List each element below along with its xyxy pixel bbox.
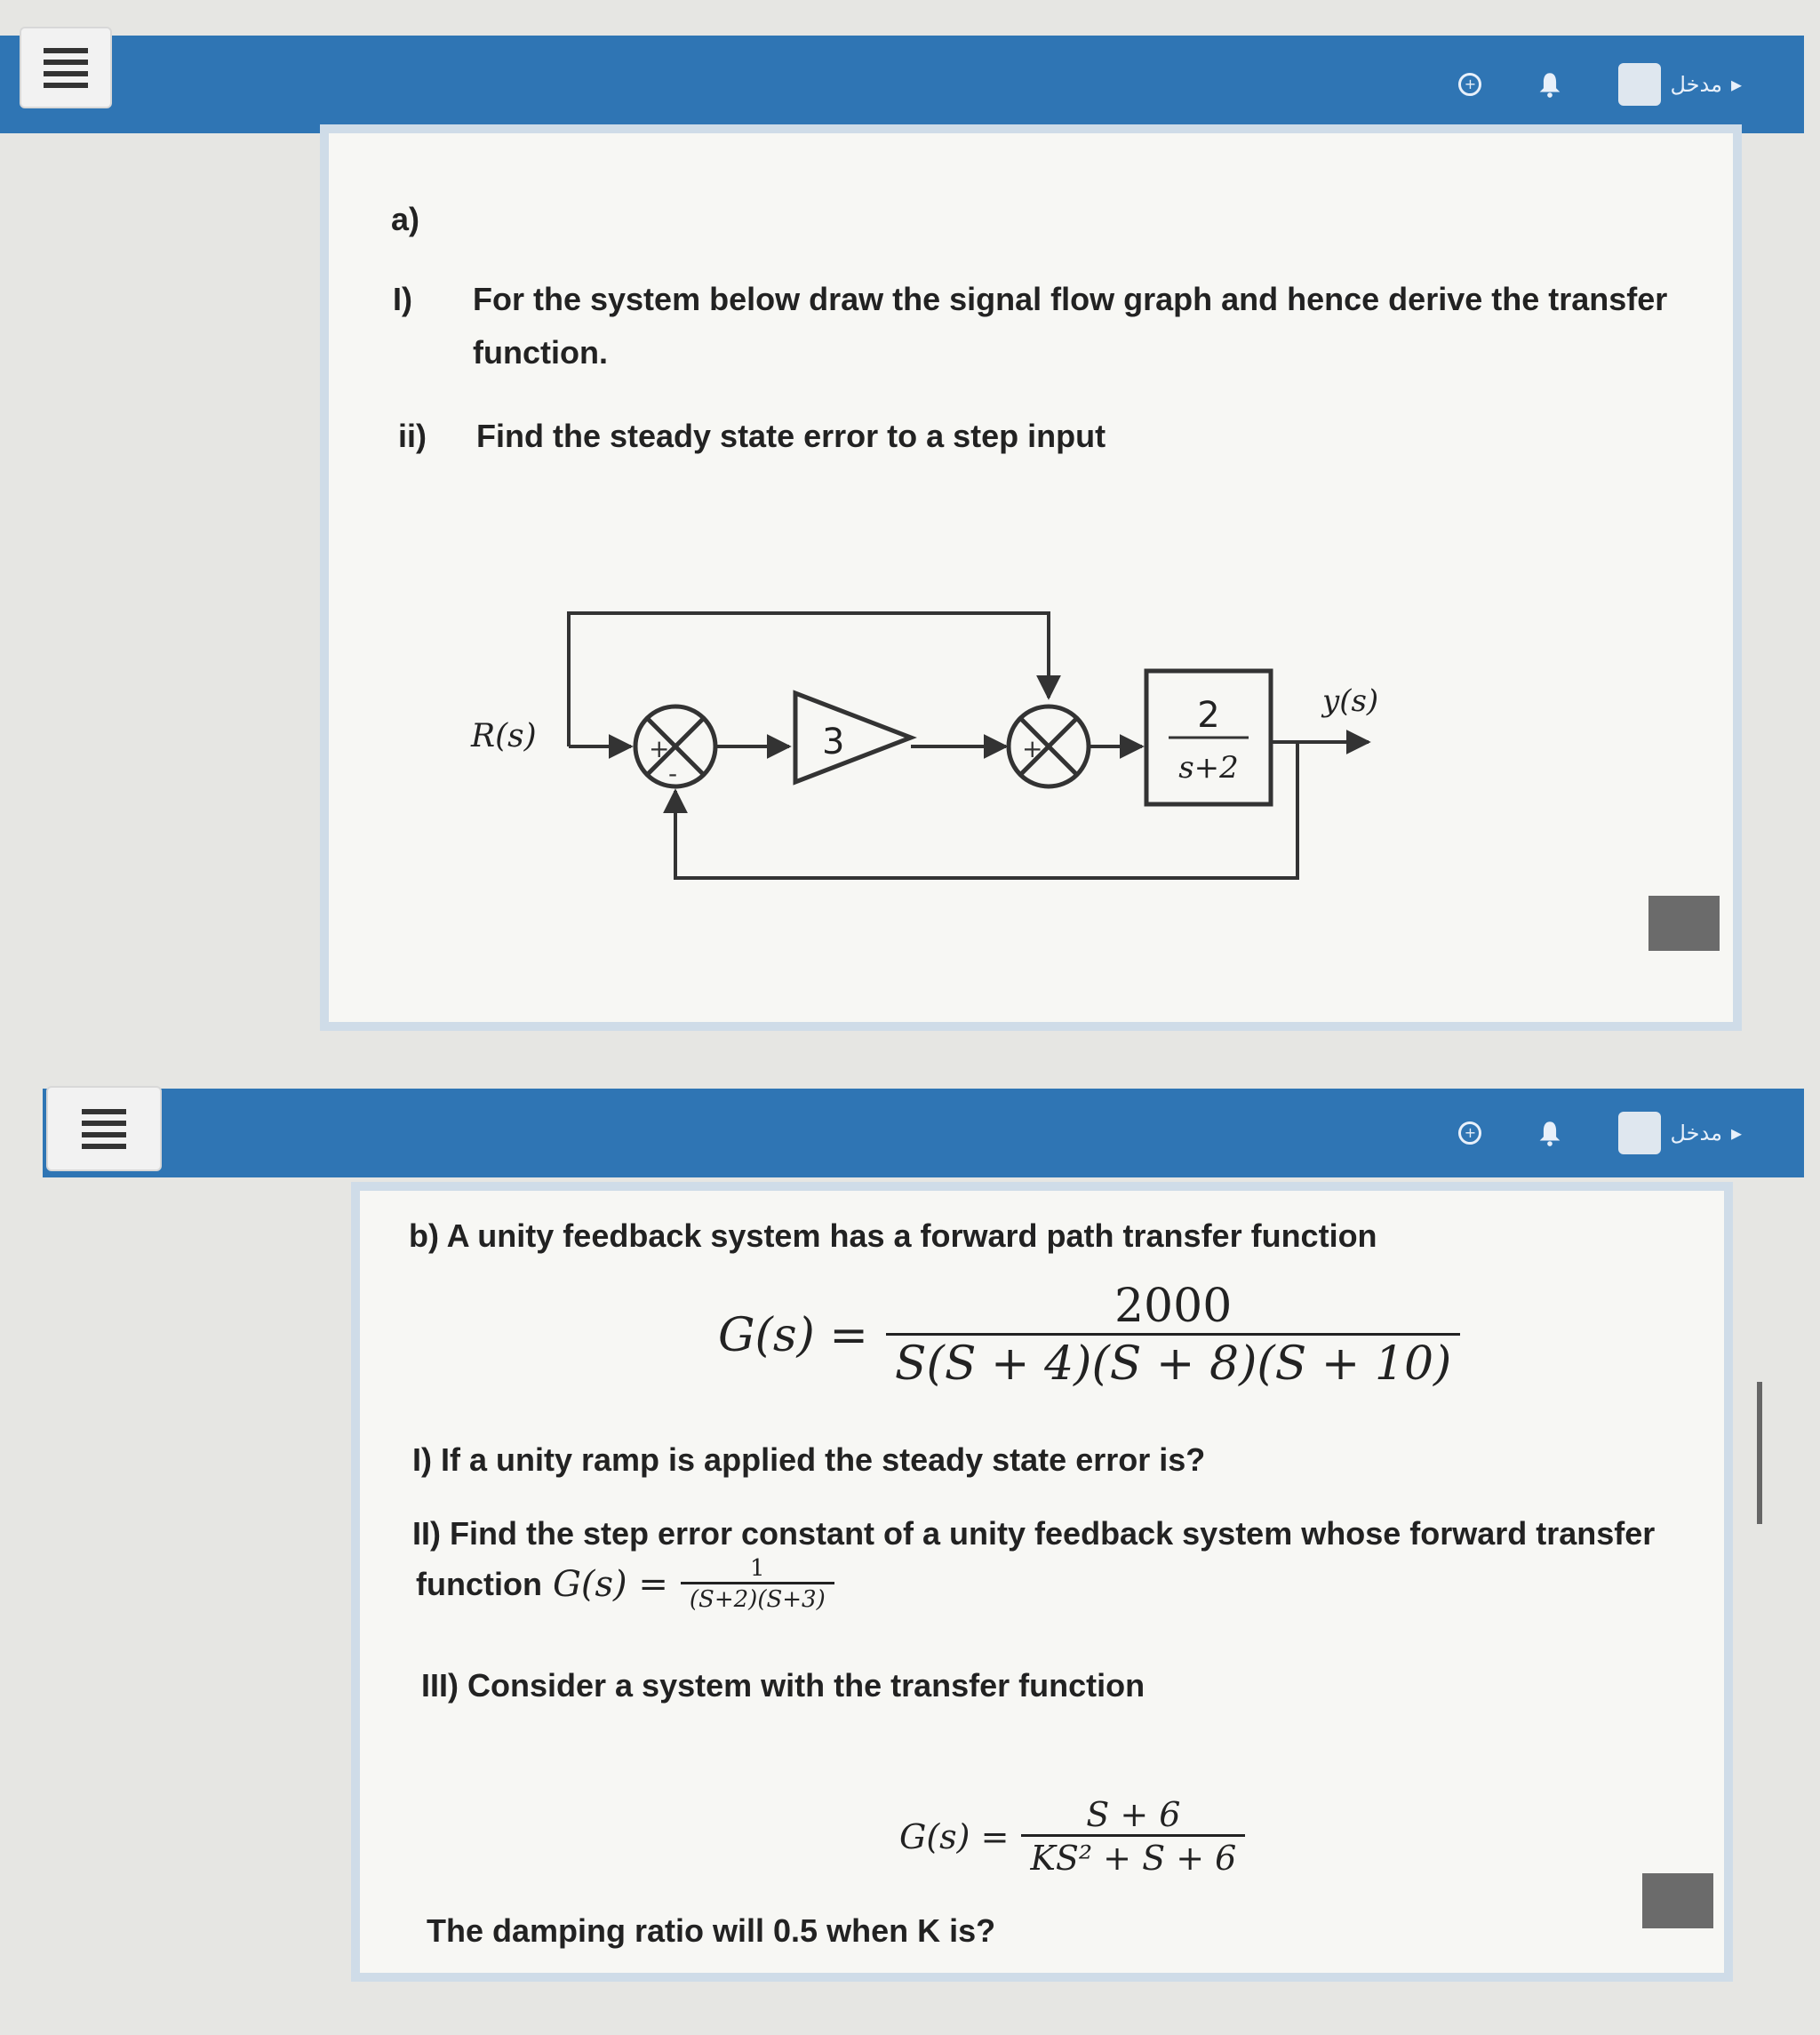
transfer-block <box>1146 671 1271 804</box>
summing-junction-2 <box>1009 706 1089 786</box>
scrollbar[interactable] <box>1757 1382 1762 1524</box>
equation-g1 <box>718 1280 1460 1391</box>
block-diagram <box>462 595 1404 898</box>
hamburger-icon <box>82 1109 126 1149</box>
profile-menu[interactable] <box>1618 63 1742 106</box>
avatar <box>1618 63 1661 106</box>
top-bar-a-icons <box>1458 36 1742 133</box>
top-bar-a <box>0 36 1804 133</box>
q1-number: I) <box>393 281 412 317</box>
part-b-ii-prefix: function <box>416 1565 542 1602</box>
top-bar-b-icons <box>1458 1089 1742 1177</box>
gain-block <box>795 693 911 782</box>
menu-button-a[interactable] <box>20 27 112 108</box>
part-a-label: a) <box>391 201 420 237</box>
g1-denominator: S(S + 4)(S + 8)(S + 10) <box>886 1333 1460 1391</box>
plus-circle-icon[interactable]: + <box>1458 1121 1481 1145</box>
q1-text-line2: function. <box>473 334 608 371</box>
flag-button-b[interactable] <box>1642 1873 1713 1928</box>
sum1-plus-sign: + <box>649 734 670 763</box>
caret-right-icon: ▸ <box>1730 1121 1742 1145</box>
plus-circle-icon[interactable]: + <box>1458 73 1481 96</box>
profile-label: مدخل <box>1670 1121 1722 1145</box>
menu-button-b[interactable] <box>46 1086 162 1171</box>
q2-text: Find the steady state error to a step input <box>476 418 1106 454</box>
output-label: y(s) <box>1322 683 1379 719</box>
part-b-i: I) If a unity ramp is applied the steady state error is? <box>412 1441 1206 1478</box>
g3-numerator: S + 6 <box>1086 1795 1181 1834</box>
profile-label: مدخل <box>1670 72 1722 97</box>
avatar <box>1618 1112 1661 1154</box>
caret-right-icon: ▸ <box>1730 72 1742 97</box>
sum2-plus-sign: + <box>1022 734 1043 763</box>
summing-junction-1 <box>635 706 715 788</box>
g2-numerator: 1 <box>750 1555 765 1582</box>
part-b-intro: b) A unity feedback system has a forward path transfer function <box>409 1217 1377 1254</box>
q1-text-line1: For the system below draw the signal flow graph and hence derive the transfer <box>473 281 1668 317</box>
g1-lhs: G(s) = <box>718 1308 868 1362</box>
part-b-ii-line1: II) Find the step error constant of a unity feedback system whose forward transfer <box>412 1515 1656 1552</box>
g2-lhs: G(s) = <box>552 1563 668 1605</box>
equation-g3 <box>899 1795 1245 1878</box>
sum1-minus-sign: - <box>668 759 678 788</box>
g1-fraction <box>886 1280 1460 1391</box>
g2-denominator: (S+2)(S+3) <box>681 1582 834 1613</box>
g3-denominator: KS² + S + 6 <box>1021 1834 1245 1878</box>
top-bar-b <box>43 1089 1804 1177</box>
g2-fraction <box>681 1555 834 1613</box>
g3-fraction <box>1021 1795 1245 1878</box>
g3-lhs: G(s) = <box>899 1816 1010 1856</box>
part-b-ii-line2 <box>416 1555 834 1613</box>
damping-question: The damping ratio will 0.5 when K is? <box>427 1912 996 1949</box>
bell-icon[interactable] <box>1535 69 1565 100</box>
g1-numerator: 2000 <box>1114 1280 1233 1333</box>
gain-label: 3 <box>822 722 845 762</box>
input-label: R(s) <box>471 718 537 754</box>
profile-menu[interactable] <box>1618 1112 1742 1154</box>
block-denominator: s+2 <box>1178 750 1239 786</box>
q2-number: ii) <box>398 418 427 454</box>
block-numerator: 2 <box>1197 695 1220 736</box>
part-b-iii: III) Consider a system with the transfer function <box>421 1667 1145 1704</box>
hamburger-icon <box>44 48 88 88</box>
bell-icon[interactable] <box>1535 1118 1565 1148</box>
flag-button-a[interactable] <box>1648 896 1720 951</box>
